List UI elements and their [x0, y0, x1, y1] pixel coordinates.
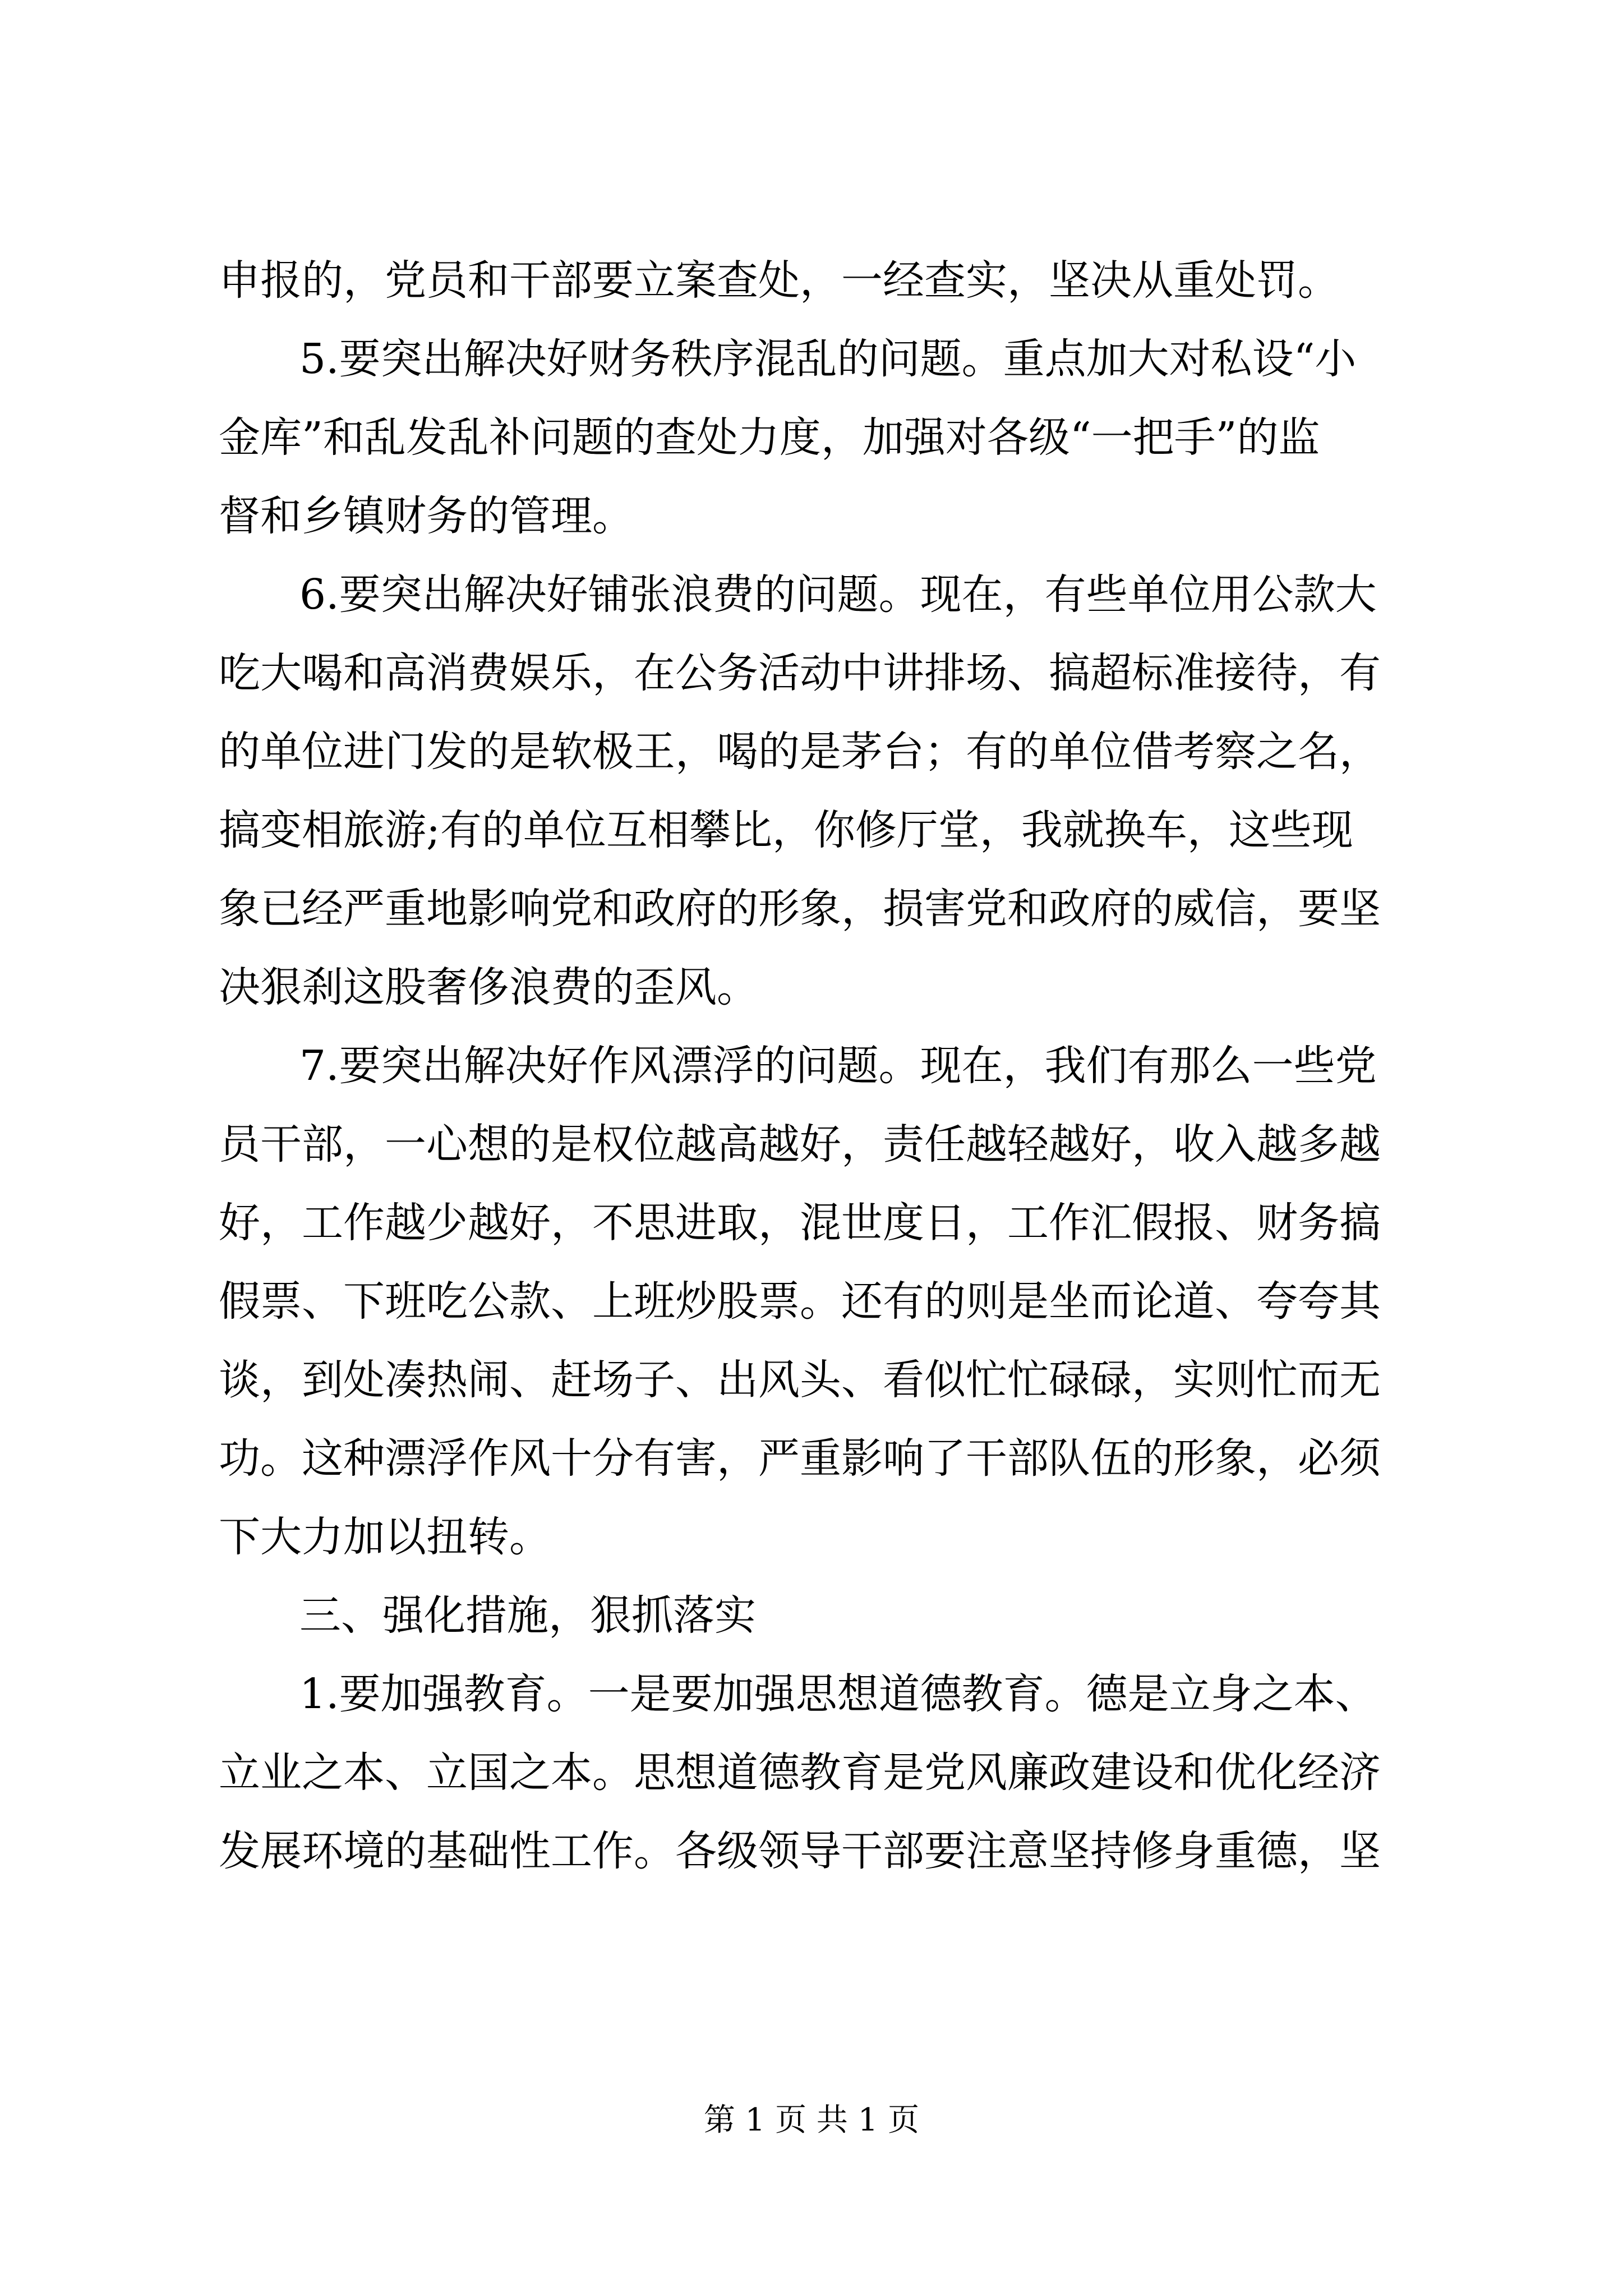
section-heading: 三、强化措施，狠抓落实	[299, 1591, 756, 1640]
body-line: 谈，到处凑热闹、赶场子、出风头、看似忙忙碌碌，实则忙而无	[219, 1356, 1381, 1404]
page-footer: 第 1 页 共 1 页	[703, 2102, 920, 2138]
body-line: 吃大喝和高消费娱乐，在公务活动中讲排场、搞超标准接待，有	[219, 649, 1381, 697]
body-line: 的单位进门发的是软极王，喝的是茅台；有的单位借考察之名，	[219, 728, 1381, 776]
body-line: 下大力加以扭转。	[219, 1513, 551, 1561]
body-line: 督和乡镇财务的管理。	[219, 492, 634, 540]
body-line: 员干部，一心想的是权位越高越好，责任越轻越好，收入越多越	[219, 1120, 1381, 1168]
body-line: 7.要突出解决好作风漂浮的问题。现在，我们有那么一些党	[299, 1042, 1377, 1090]
body-line: 1.要加强教育。一是要加强思想道德教育。德是立身之本、	[299, 1670, 1377, 1718]
body-line: 5.要突出解决好财务秩序混乱的问题。重点加大对私设“小	[299, 335, 1357, 383]
body-line: 决狠刹这股奢侈浪费的歪风。	[219, 963, 758, 1011]
body-line: 功。这种漂浮作风十分有害，严重影响了干部队伍的形象，必须	[219, 1434, 1381, 1483]
body-line: 好，工作越少越好，不思进取，混世度日，工作汇假报、财务搞	[219, 1199, 1381, 1247]
body-line: 立业之本、立国之本。思想道德教育是党风廉政建设和优化经济	[219, 1749, 1381, 1797]
body-line: 申报的，党员和干部要立案查处，一经查实，坚决从重处罚。	[219, 256, 1339, 305]
body-line: 6.要突出解决好铺张浪费的问题。现在，有些单位用公款大	[299, 570, 1377, 619]
body-line: 象已经严重地影响党和政府的形象，损害党和政府的威信，要坚	[219, 885, 1381, 933]
body-line: 搞变相旅游;有的单位互相攀比，你修厅堂，我就换车，这些现	[219, 806, 1353, 854]
body-line: 发展环境的基础性工作。各级领导干部要注意坚持修身重德，坚	[219, 1827, 1381, 1875]
body-line: 假票、下班吃公款、上班炒股票。还有的则是坐而论道、夸夸其	[219, 1277, 1381, 1326]
body-line: 金库”和乱发乱补问题的查处力度，加强对各级“一把手”的监	[219, 413, 1320, 462]
